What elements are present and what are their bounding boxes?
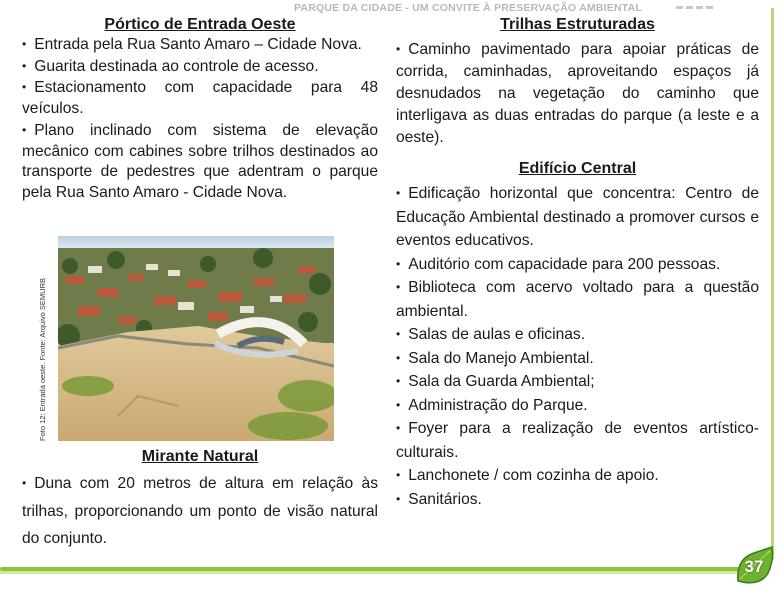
list-item xyxy=(22,120,378,204)
portico-list xyxy=(22,34,378,204)
entrance-photo xyxy=(58,236,334,441)
bullet-icon: • xyxy=(396,397,401,412)
section-heading-edificio: Edifício Central xyxy=(518,160,637,177)
list-item-text: Salas de aulas e oficinas. xyxy=(408,326,586,343)
photo-caption: Foto 12: Entrada oeste. Fonte: Arquivo SEMURB xyxy=(38,277,47,441)
list-item xyxy=(396,182,759,253)
list-item-text: Estacionamento com capacidade para 48 veículos. xyxy=(22,79,378,118)
list-item-text: Auditório com capacidade para 200 pessoas. xyxy=(408,255,721,273)
entrance-photo-illustration xyxy=(58,236,334,441)
bullet-icon: • xyxy=(396,491,401,506)
list-item xyxy=(22,77,378,119)
bullet-icon: • xyxy=(22,58,27,73)
bullet-icon: • xyxy=(396,327,401,341)
bullet-icon: • xyxy=(396,280,401,294)
trilhas-list xyxy=(396,38,759,149)
bullet-icon: • xyxy=(396,42,401,56)
list-item xyxy=(396,394,759,418)
section-heading-portico: Pórtico de Entrada Oeste xyxy=(104,16,296,33)
bullet-icon: • xyxy=(22,80,27,95)
list-item-text: Duna com 20 metros de altura em relação às trilhas, proporcionando um ponto de visão natural do conjunto. xyxy=(22,475,378,548)
list-item xyxy=(396,38,759,149)
list-item-text: Lanchonete / com cozinha de apoio. xyxy=(408,467,659,484)
list-item xyxy=(396,253,759,277)
bullet-icon: • xyxy=(396,186,401,200)
list-item-text: Biblioteca com acervo voltado para a questão ambiental. xyxy=(396,279,759,320)
list-item xyxy=(22,470,378,553)
section-heading-mirante: Mirante Natural xyxy=(141,448,259,465)
list-item xyxy=(396,347,759,371)
list-item xyxy=(396,464,759,488)
list-item xyxy=(22,56,378,78)
header-dash-decoration xyxy=(676,6,714,9)
bullet-icon: • xyxy=(396,421,401,435)
bullet-icon: • xyxy=(396,468,401,482)
page-number-badge xyxy=(732,545,776,589)
list-item-text: Entrada pela Rua Santo Amaro – Cidade Nova. xyxy=(34,36,362,53)
list-item-text: Administração do Parque. xyxy=(408,396,588,414)
page-number: 37 xyxy=(744,557,764,576)
bullet-icon: • xyxy=(396,256,401,271)
right-column xyxy=(396,16,759,511)
list-item xyxy=(22,34,378,56)
bullet-icon: • xyxy=(22,476,27,490)
list-item-text: Plano inclinado com sistema de elevação mecânico com cabines sobre trilhos destinados ao transporte de pedestres que adentram o parque pela Rua Santo Amaro - Cidade Nova. xyxy=(22,121,378,201)
right-margin-rule xyxy=(771,8,774,560)
bullet-icon: • xyxy=(396,350,401,365)
mirante-list xyxy=(22,470,378,553)
list-item xyxy=(396,323,759,347)
list-item xyxy=(396,370,759,394)
left-column xyxy=(22,16,378,204)
list-item xyxy=(396,276,759,323)
running-header: PARQUE DA CIDADE - UM CONVITE À PRESERVAÇÃO AMBIENTAL xyxy=(294,2,642,14)
bullet-icon: • xyxy=(22,37,27,51)
list-item-text: Sala da Guarda Ambiental; xyxy=(408,373,595,390)
list-item xyxy=(396,417,759,464)
list-item-text: Sala do Manejo Ambiental. xyxy=(408,349,594,367)
list-item-text: Sanitários. xyxy=(408,490,482,508)
mirante-section xyxy=(22,448,378,553)
list-item xyxy=(396,488,759,512)
list-item-text: Edificação horizontal que concentra: Centro de Educação Ambiental destinado a promover cursos e eventos educativos. xyxy=(396,185,759,249)
bullet-icon: • xyxy=(396,374,401,388)
footer-rule-shadow xyxy=(0,571,740,574)
bullet-icon: • xyxy=(22,122,27,137)
section-heading-trilhas: Trilhas Estruturadas xyxy=(500,16,655,33)
list-item-text: Foyer para a realização de eventos artístico-culturais. xyxy=(396,420,759,461)
list-item-text: Guarita destinada ao controle de acesso. xyxy=(34,57,319,75)
edificio-list xyxy=(396,182,759,511)
list-item-text: Caminho pavimentado para apoiar práticas de corrida, caminhadas, aproveitando espaços já desnudados na vegetação do caminho que interligava as duas entradas do parque (a leste e a oeste). xyxy=(396,41,759,146)
